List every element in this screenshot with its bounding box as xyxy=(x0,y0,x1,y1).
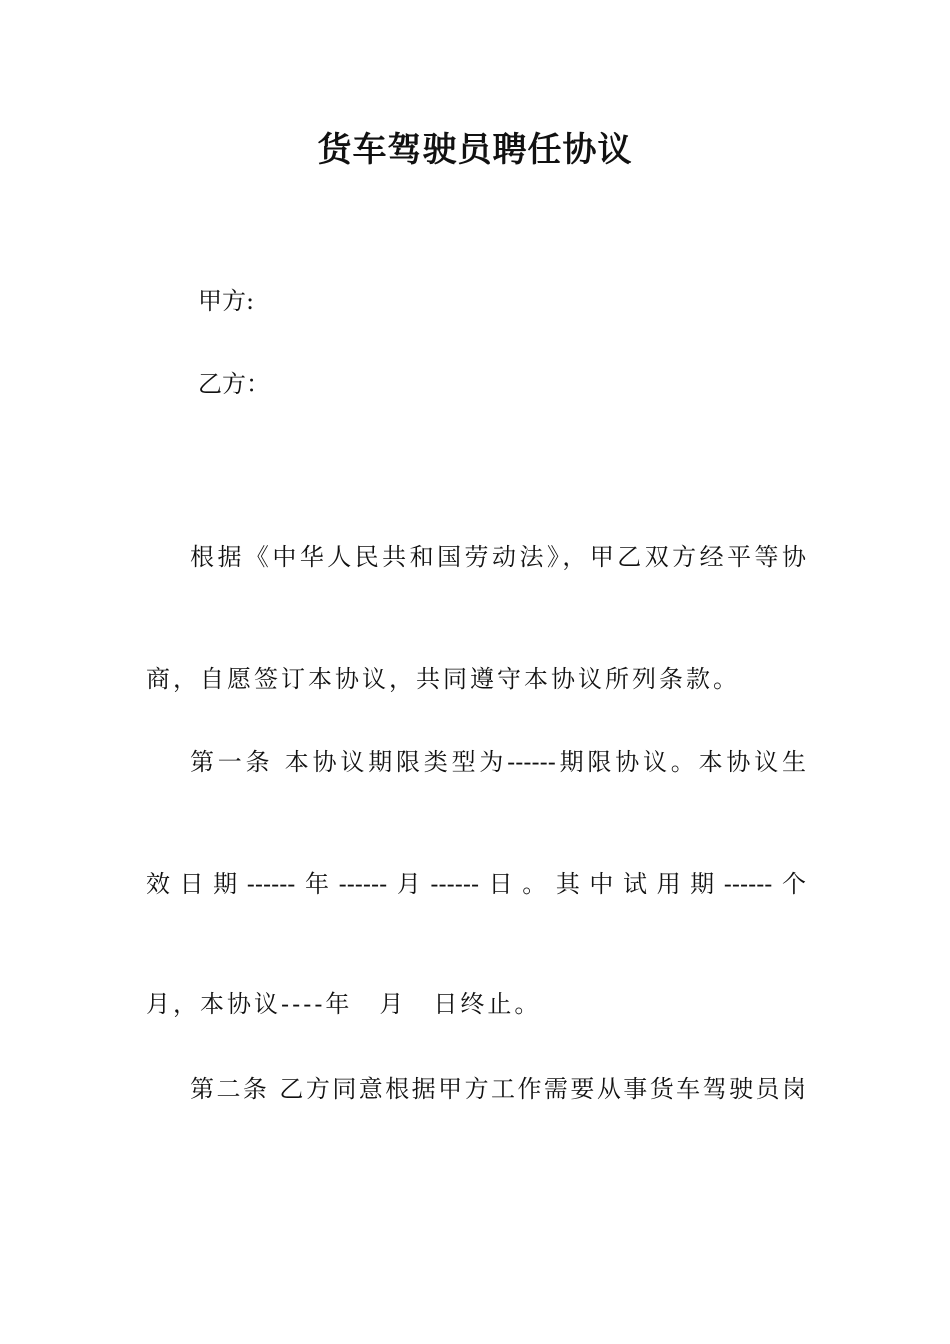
party-b-label: 乙方： xyxy=(198,370,270,398)
clause-one-line: 月，本协议----年 月 日终止。 xyxy=(146,990,542,1018)
clause-two-line: 第二条 乙方同意根据甲方工作需要从事货车驾驶员岗 xyxy=(190,1075,806,1103)
paragraph-line: 根据《中华人民共和国劳动法》，甲乙双方经平等协 xyxy=(190,543,806,571)
party-a-label: 甲方: xyxy=(198,287,255,315)
clause-one-line: 效日期------年------月------日。其中试用期------个 xyxy=(146,870,806,898)
document-title: 货车驾驶员聘任协议 xyxy=(317,130,633,170)
clause-one-line: 第一条 本协议期限类型为------期限协议。本协议生 xyxy=(190,748,806,776)
paragraph-line: 商，自愿签订本协议，共同遵守本协议所列条款。 xyxy=(146,665,740,693)
